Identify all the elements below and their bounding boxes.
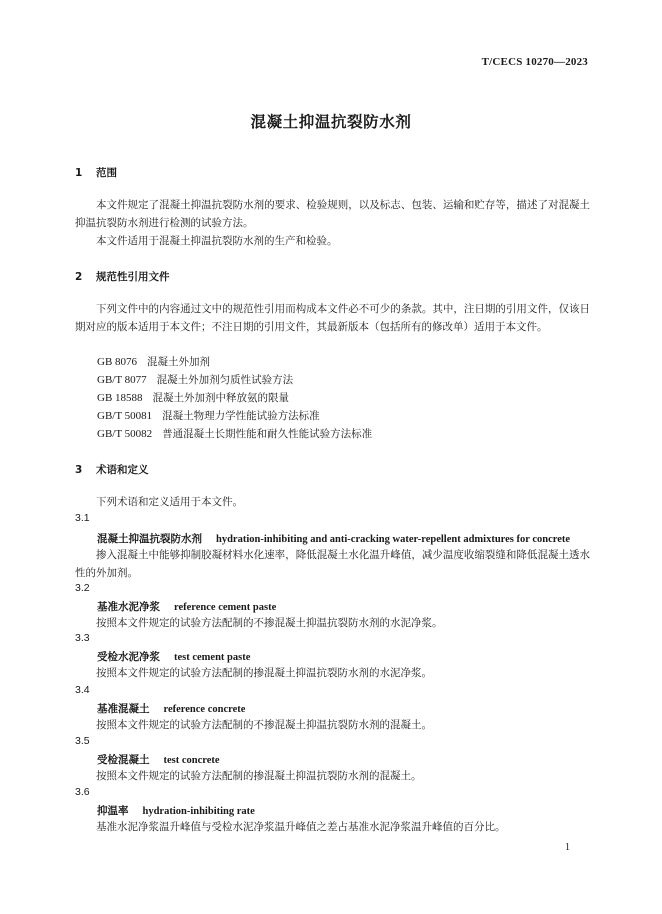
reference-title: 普通混凝土长期性能和耐久性能试验方法标准: [162, 428, 373, 440]
term-number: 3.4: [75, 684, 90, 696]
term-english: reference concrete: [163, 704, 246, 715]
term-number: 3.6: [75, 786, 90, 798]
section-number: 3: [75, 464, 83, 476]
term-heading: [97, 599, 276, 614]
document-title: 混凝土抑温抗裂防水剂: [250, 113, 412, 131]
reference-item: [97, 390, 289, 405]
paragraph: 本文件适用于混凝土抑温抗裂防水剂的生产和检验。: [96, 235, 338, 247]
term-english: test concrete: [163, 755, 220, 766]
term-chinese: 受检混凝土: [97, 754, 150, 766]
term-english: hydration-inhibiting rate: [142, 806, 255, 817]
section-1-heading: [75, 165, 117, 180]
reference-code: GB/T 50081: [97, 410, 153, 422]
reference-item: [97, 408, 320, 423]
term-number: 3.5: [75, 735, 90, 747]
paragraph: 本文件规定了混凝土抑温抗裂防水剂的要求、检验规则，以及标志、包装、运输和贮存等，描述了对混凝土抑温抗裂防水剂进行检测的试验方法。: [75, 199, 590, 229]
term-heading: [97, 701, 245, 716]
reference-item: [97, 372, 293, 387]
page-number: 1: [565, 842, 570, 853]
term-chinese: 受检水泥净浆: [97, 651, 160, 663]
term-definition: 按照本文件规定的试验方法配制的掺混凝土抑温抗裂防水剂的混凝土。: [96, 770, 422, 782]
standard-number: T/CECS 10270—2023: [481, 56, 588, 68]
reference-code: GB 18588: [97, 392, 143, 404]
reference-item: [97, 354, 210, 369]
reference-title: 混凝土外加剂: [147, 356, 211, 368]
term-definition: 按照本文件规定的试验方法配制的不掺混凝土抑温抗裂防水剂的混凝土。: [96, 719, 432, 731]
term-chinese: 基准水泥净浆: [97, 601, 160, 613]
reference-code: GB/T 50082: [97, 428, 153, 440]
reference-title: 混凝土外加剂中释放氨的限量: [152, 392, 290, 404]
term-number: 3.2: [75, 582, 90, 594]
term-chinese: 抑温率: [97, 805, 129, 817]
reference-title: 混凝土物理力学性能试验方法标准: [162, 410, 320, 422]
term-definition: 按照本文件规定的试验方法配制的掺混凝土抑温抗裂防水剂的水泥净浆。: [96, 667, 432, 679]
paragraph: 下列术语和定义适用于本文件。: [96, 496, 243, 508]
reference-item: [97, 426, 372, 441]
term-number: 3.1: [75, 512, 90, 524]
paragraph: 下列文件中的内容通过文中的规范性引用而构成本文件必不可少的条款。其中，注日期的引用文件，仅该日期对应的版本适用于本文件；不注日期的引用文件，其最新版本（包括所有的修改单）适用于本文件。: [75, 303, 590, 333]
term-heading: [97, 752, 220, 767]
term-heading: [97, 649, 250, 664]
reference-title: 混凝土外加剂匀质性试验方法: [156, 374, 294, 386]
term-definition: 按照本文件规定的试验方法配制的不掺混凝土抑温抗裂防水剂的水泥净浆。: [96, 617, 443, 629]
term-chinese: 混凝土抑温抗裂防水剂: [97, 533, 202, 545]
section-title: 范围: [96, 167, 117, 179]
section-title: 术语和定义: [96, 464, 149, 476]
section-2-heading: [75, 269, 170, 284]
section-3-heading: [75, 462, 149, 477]
section-number: 2: [75, 271, 83, 283]
section-number: 1: [75, 167, 83, 179]
term-heading: [97, 803, 255, 818]
term-english: reference cement paste: [174, 602, 277, 613]
term-definition: 掺入混凝土中能够抑制胶凝材料水化速率，降低混凝土水化温升峰值，减少温度收缩裂缝和降低混凝土透水性的外加剂。: [75, 549, 590, 579]
section-title: 规范性引用文件: [96, 271, 170, 283]
term-heading: [97, 531, 570, 546]
reference-code: GB 8076: [97, 356, 138, 368]
term-definition: 基准水泥净浆温升峰值与受检水泥净浆温升峰值之差占基准水泥净浆温升峰值的百分比。: [96, 821, 506, 833]
term-chinese: 基准混凝土: [97, 703, 150, 715]
term-english: test cement paste: [174, 652, 251, 663]
term-number: 3.3: [75, 632, 90, 644]
term-english: hydration-inhibiting and anti-cracking water-repellent admixtures for concrete: [216, 534, 571, 545]
reference-code: GB/T 8077: [97, 374, 147, 386]
